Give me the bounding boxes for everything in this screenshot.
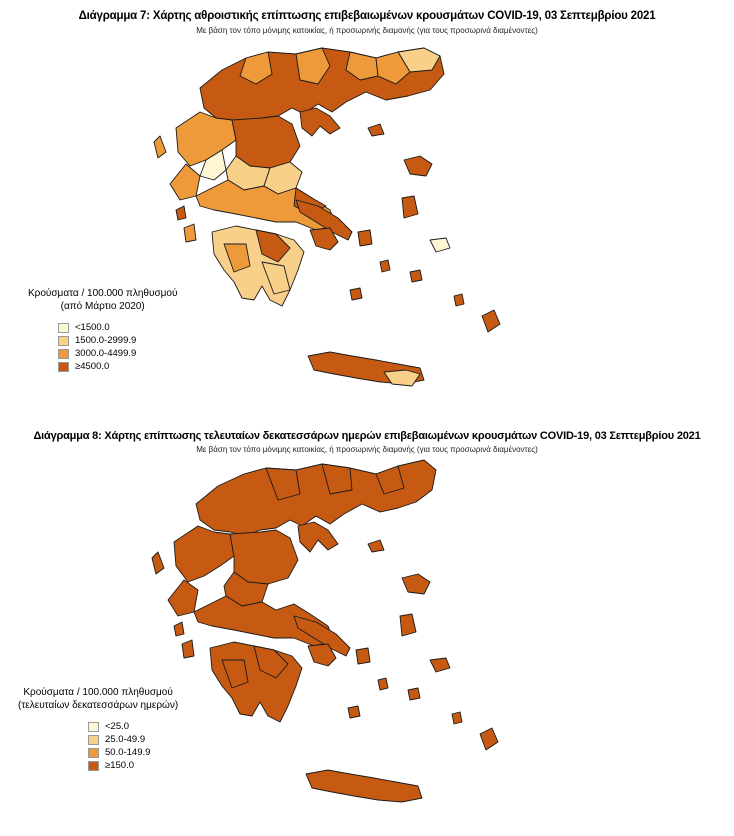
legend-item	[88, 733, 178, 746]
legend-item	[58, 321, 177, 334]
legend-label: 3000.0-4499.9	[75, 348, 137, 359]
map1-legend-items	[58, 321, 177, 373]
legend-label: ≥4500.0	[75, 361, 110, 372]
greece-map-14day	[0, 410, 734, 836]
map2-legend	[18, 686, 178, 772]
legend-item	[88, 746, 178, 759]
map1-subtitle: Με βάση τον τόπο μόνιμης κατοικίας, ή προσωρινής διαμονής (για τους προσωρινά διαμένοντες)	[196, 26, 538, 35]
map1-legend	[28, 287, 177, 373]
map2-subtitle: Με βάση τον τόπο μόνιμης κατοικίας, ή προσωρινής διαμονής (για τους προσωρινά διαμένοντες)	[196, 445, 538, 454]
legend-swatch	[58, 349, 69, 359]
legend-swatch	[88, 735, 99, 745]
legend-swatch	[88, 748, 99, 758]
map-panel-cumulative	[0, 0, 734, 410]
legend-item	[58, 334, 177, 347]
legend-label: 25.0-49.9	[105, 734, 146, 745]
legend-item	[88, 720, 178, 733]
legend-label: 1500.0-2999.9	[75, 335, 137, 346]
map1-title: Διάγραμμα 7: Χάρτης αθροιστικής επίπτωσης επιβεβαιωμένων κρουσμάτων COVID-19, 03 Σεπτεμβρίου 2021	[78, 10, 656, 22]
legend-label: 50.0-149.9	[105, 747, 151, 758]
legend-label: ≥150.0	[105, 760, 134, 771]
legend-swatch	[88, 761, 99, 771]
legend-swatch	[88, 722, 99, 732]
map2-legend-items	[88, 720, 178, 772]
map2-title: Διάγραμμα 8: Χάρτης επίπτωσης τελευταίων δεκατεσσάρων ημερών επιβεβαιωμένων κρουσμάτων COVID-19, 03 Σεπτεμβρίου 2021	[33, 430, 701, 442]
map2-legend-title: Κρούσματα / 100.000 πληθυσμού	[23, 687, 173, 698]
legend-item	[88, 759, 178, 772]
legend-swatch	[58, 323, 69, 333]
map2-legend-subtitle: (τελευταίων δεκατεσσάρων ημερών)	[18, 700, 179, 711]
map1-legend-subtitle: (από Μάρτιο 2020)	[60, 301, 145, 312]
map1-legend-title: Κρούσματα / 100.000 πληθυσμού	[28, 288, 178, 299]
legend-item	[58, 347, 177, 360]
legend-swatch	[58, 336, 69, 346]
map-panel-14day	[0, 410, 734, 836]
legend-label: <25.0	[105, 721, 130, 732]
legend-item	[58, 360, 177, 373]
legend-label: <1500.0	[75, 322, 110, 333]
legend-swatch	[58, 362, 69, 372]
